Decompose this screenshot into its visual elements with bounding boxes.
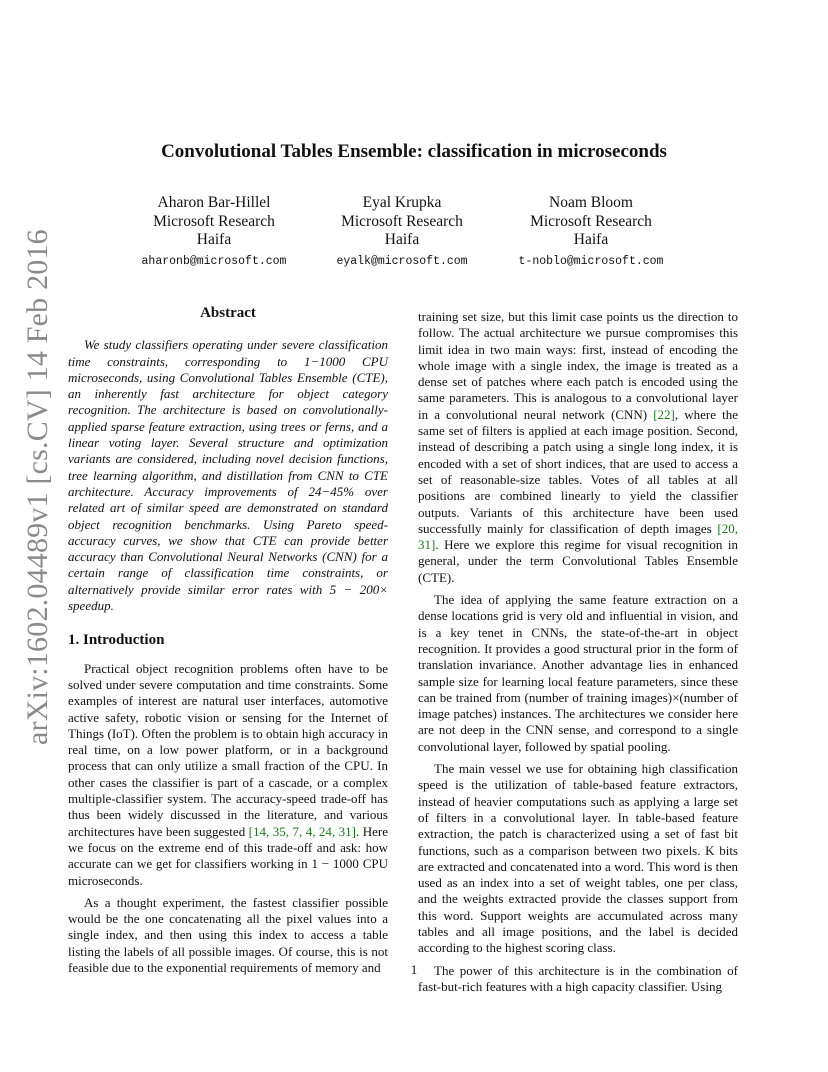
author-block <box>302 194 502 271</box>
author-name: Eyal Krupka <box>362 194 442 211</box>
author-block <box>114 194 314 271</box>
author-email[interactable]: eyalk@microsoft.com <box>336 254 468 268</box>
author-email[interactable]: aharonb@microsoft.com <box>141 254 287 268</box>
page-number: 1 <box>410 962 418 977</box>
intro-paragraph: As a thought experiment, the fastest classifier possible would be the one concatenating all the pixel values into a single index, and then using this index to access a table listing the labels of all possible images. Of course, this is not feasible due to the exponential requirements of memory and <box>68 894 388 975</box>
body-paragraph: The main vessel we use for obtaining high classification speed is the utilization of table-based feature extractors, instead of heavier computations such as applying a large set of filters in a convolutional layer. In table-based feature extraction, the patch is characterized using a set of fast bit functions, such as a comparison between two pixels. K bits are extracted and concatenated into a word. This word is then used as an index into a set of weight tables, one per class, and the weights extracted provide the classes support from this word. Support weights are accumulated across many tables and all image positions, and the label is decided according to the highest scoring class. <box>418 761 738 956</box>
author-name: Aharon Bar-Hillel <box>157 194 271 211</box>
author-city: Haifa <box>573 231 609 248</box>
author-affiliation: Microsoft Research <box>530 212 652 230</box>
arxiv-identifier-stamp: arXiv:1602.04489v1 [cs.CV] 14 Feb 2016 <box>21 229 54 745</box>
author-affiliation: Microsoft Research <box>153 212 275 230</box>
abstract-heading: Abstract <box>200 305 256 321</box>
body-paragraph <box>418 309 738 586</box>
body-paragraph: The idea of applying the same feature extraction on a dense locations grid is very old and influential in vision, and is a key tenet in CNNs, the state-of-the-art in object recognition. It provides a good structural prior in the form of translation invariance. Another advantage lies in enhanced sample size for learning local feature parameters, since these can be trained from (number of training images)×(number of image patches) instances. The architectures we consider here are not deep in the CNN sense, and correspond to a single convolutional layer, followed by spatial pooling. <box>418 592 738 754</box>
citation-link[interactable]: [20, 31] <box>418 520 738 553</box>
author-name: Noam Bloom <box>549 194 633 211</box>
citation-link[interactable]: [22] <box>653 406 675 422</box>
abstract-text: We study classifiers operating under severe classification time constraints, corresponding to 1−1000 CPU microseconds, using Convolutional Tables Ensemble (CTE), an inherently fast architecture for object category recognition. The architecture is based on convolutionally-applied sparse feature extraction, using trees or ferns, and a linear voting layer. Several structure and optimization variants are considered, including novel decision functions, tree learning algorithm, and distillation from CNN to CTE architecture. Accuracy improvements of 24−45% over related art of similar speed are demonstrated on standard object recognition benchmarks. Using Pareto speed-accuracy curves, we show that CTE can provide better accuracy than Convolutional Neural Networks (CNN) for a certain range of classification time constraints, or alternatively provide similar error rates with 5 − 200× speedup. <box>68 337 388 614</box>
right-column <box>418 309 738 995</box>
author-city: Haifa <box>196 231 232 248</box>
paragraph-text: training set size, but this limit case points us the direction to follow. The actual architecture we pursue compromises this limit idea in two main ways: first, instead of encoding the whole image with a single index, the image is treated as a dense set of patches where each patch is encoded using the same parameters. This is analogous to a convolutional layer in a convolutional neural network (CNN) <box>418 309 738 422</box>
section-heading-introduction: 1. Introduction <box>68 632 165 649</box>
citation-link[interactable]: [14, 35, 7, 4, 24, 31] <box>248 823 356 839</box>
left-column <box>68 305 388 976</box>
paragraph-text: , where the same set of filters is applied at each image position. Second, instead of describing a patch using a single long index, it is encoded with a set of short indices, that are used to access a set of reasonable-size tables. Votes of all tables at all positions are combined linearly to yield the classifier outputs. Variants of this architecture have been used successfully mainly for classification of depth images <box>418 406 738 536</box>
paragraph-text: . Here we explore this regime for visual recognition in general, under the term Convolutional Tables Ensemble (CTE). <box>418 537 738 585</box>
author-block <box>491 194 691 271</box>
paragraph-text: Practical object recognition problems often have to be solved under severe computation and time constraints. Some examples of interest are natural user interfaces, automotive active safety, robotic vision or sensing for the Internet of Things (IoT). Often the problem is to obtain high accuracy in real time, on a low power platform, or in a background process that can only utilize a small fraction of the CPU. In other cases the classifier is part of a cascade, or a complex multiple-classifier system. The accuracy-speed trade-off has thus been widely discussed in the literature, and various architectures have been suggested <box>68 660 388 839</box>
author-email[interactable]: t-noblo@microsoft.com <box>518 254 664 268</box>
intro-paragraph <box>68 661 388 889</box>
paragraph-text: . Here we focus on the extreme end of this trade-off and ask: how accurate can we get for classifiers working in 1 − 1000 CPU microseconds. <box>68 823 388 888</box>
paper-title: Convolutional Tables Ensemble: classification in microseconds <box>161 141 667 162</box>
author-city: Haifa <box>384 231 420 248</box>
body-paragraph: The power of this architecture is in the combination of fast-but-rich features with a high capacity classifier. Using <box>418 962 738 994</box>
author-affiliation: Microsoft Research <box>341 212 463 230</box>
